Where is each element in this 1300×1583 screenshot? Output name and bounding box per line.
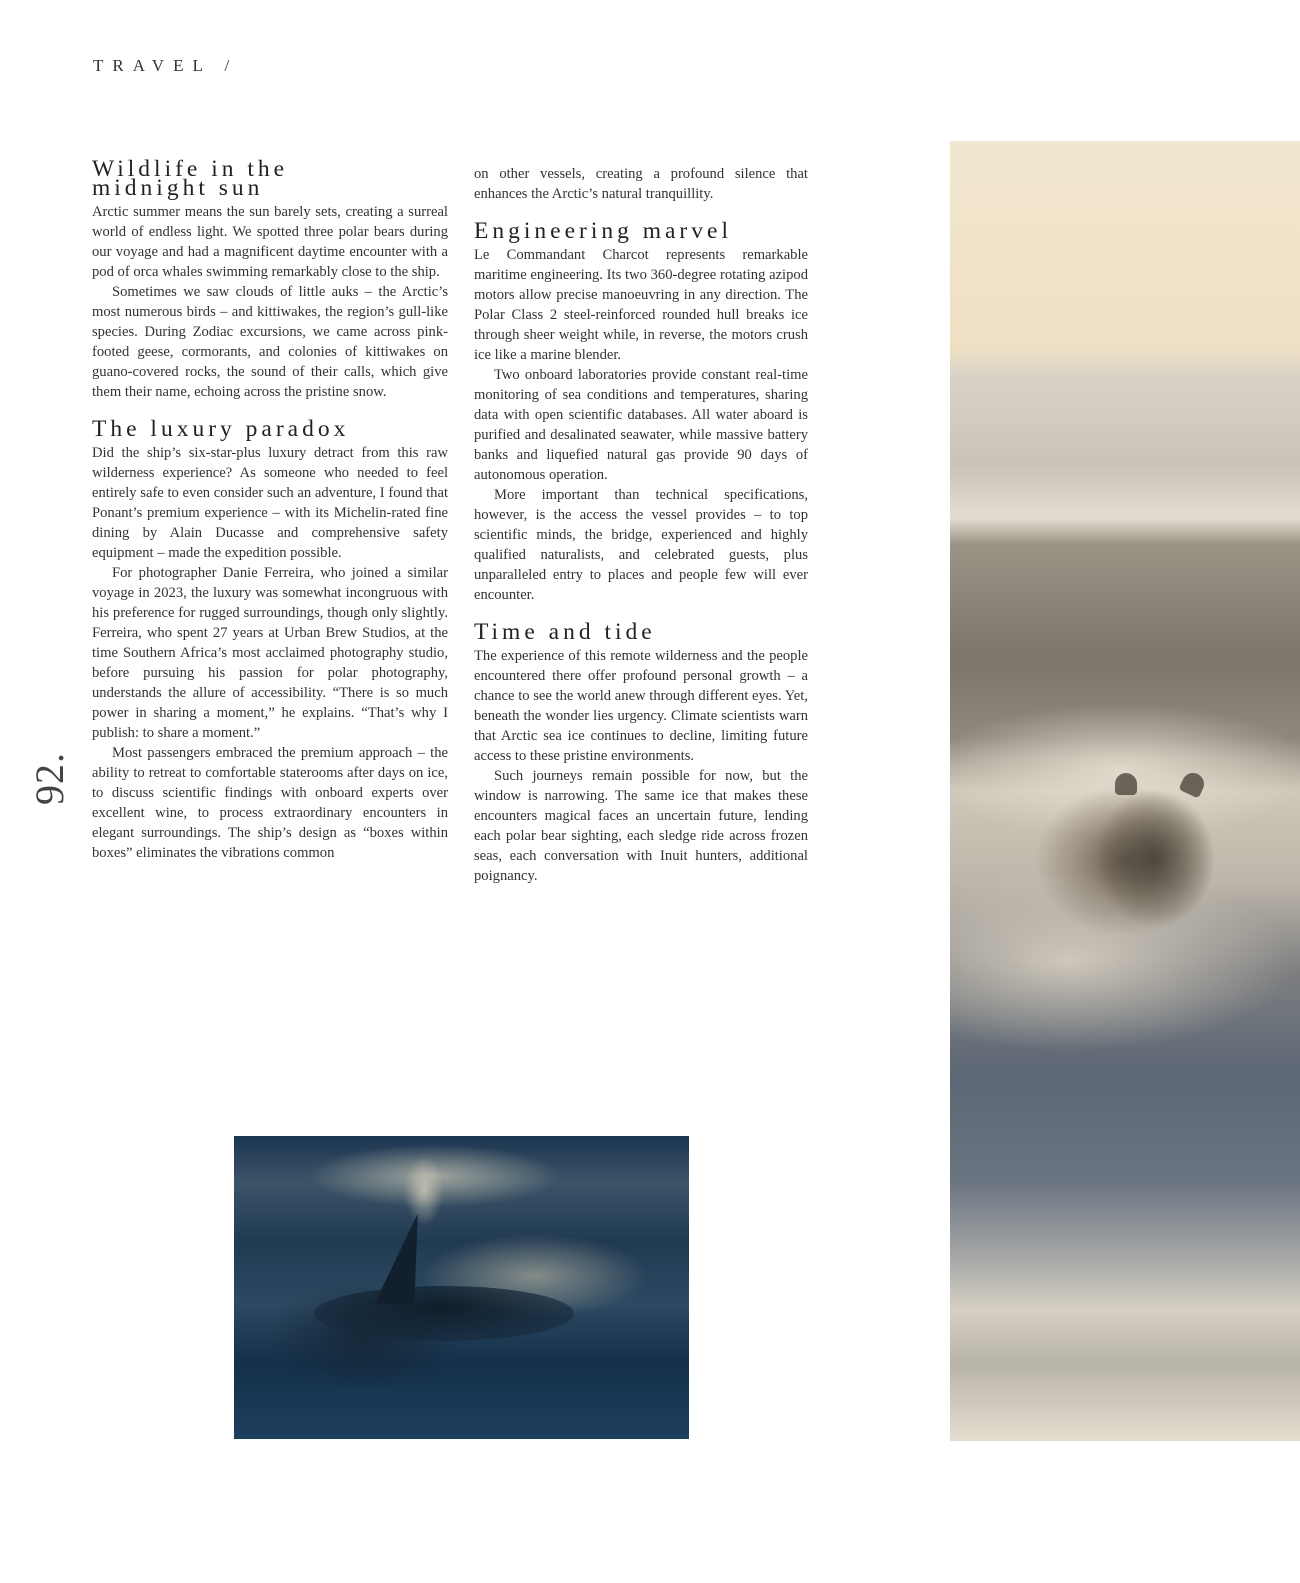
- article-column-1: [92, 156, 448, 863]
- paragraph: Did the ship’s six-star-plus luxury detract from this raw wilderness experience? As someone who needed to feel entirely safe to even consider such an adventure, I found that Ponant’s premium experience – with its Michelin-rated fine dining by Alain Ducasse and comprehensive safety equipment – made the expedition possible.: [92, 445, 448, 561]
- page-number: 92.: [27, 752, 72, 805]
- paragraph: Most passengers embraced the premium approach – the ability to retreat to comfortable staterooms after days on ice, to discuss scientific findings with onboard experts over excellent wine, to process extraordinary encounters in elegant surroundings. The ship’s design as “boxes within boxes” eliminates the vibrations common: [92, 745, 448, 861]
- article-column-2: [474, 164, 808, 886]
- heading-engineering-marvel: Engineering marvel: [474, 218, 732, 244]
- paragraph: Such journeys remain possible for now, but the window is narrowing. The same ice that makes these encounters magical faces an uncertain future, lending each polar bear sighting, each sledge ride across frozen seas, each conversation with Inuit hunters, additional poignancy.: [474, 768, 808, 884]
- polar-bear-shape: [1090, 776, 1220, 926]
- heading-wildlife-line2: midnight sun: [92, 175, 264, 201]
- paragraph: More important than technical specifications, however, is the access the vessel provides – to top scientific minds, the bridge, experienced and highly qualified naturalists, and celebrated guests, plus unparalleled entry to places and people few will ever encounter.: [474, 487, 808, 603]
- paragraph: Two onboard laboratories provide constant real-time monitoring of sea conditions and temperatures, sharing data with open scientific databases. All water aboard is purified and desalinated seawater, while massive battery banks and liquefied natural gas provide 90 days of autonomous operation.: [474, 367, 808, 483]
- section-label: TRAVEL /: [93, 56, 239, 75]
- heading-time-and-tide: Time and tide: [474, 619, 656, 645]
- heading-wildlife: [92, 156, 448, 201]
- paragraph: Sometimes we saw clouds of little auks – the Arctic’s most numerous birds – and kittiwakes, the region’s gull-like species. During Zodiac excursions, we came across pink-footed geese, cormorants, and colonies of kittiwakes on guano-covered rocks, the sound of their calls, which give them their name, echoing across the pristine snow.: [92, 284, 448, 400]
- paragraph: Le Commandant Charcot represents remarkable maritime engineering. Its two 360-degree rotating azipod motors allow precise manoeuvring in any direction. The Polar Class 2 steel-reinforced rounded hull breaks ice through sheer weight while, in reverse, the motors crush ice like a marine blender.: [474, 247, 808, 363]
- paragraph: on other vessels, creating a profound silence that enhances the Arctic’s natural tranquillity.: [474, 166, 808, 202]
- orca-photo: [234, 1136, 689, 1439]
- heading-luxury-paradox: The luxury paradox: [92, 416, 350, 442]
- polar-bear-photo: [950, 141, 1300, 1441]
- paragraph: Arctic summer means the sun barely sets, creating a surreal world of endless light. We spotted three polar bears during our voyage and had a magnificent daytime encounter with a pod of orca whales swimming remarkably close to the ship.: [92, 204, 448, 280]
- heading-wildlife-line1: Wildlife in the: [92, 156, 289, 182]
- paragraph: For photographer Danie Ferreira, who joined a similar voyage in 2023, the luxury was somewhat incongruous with his preference for rugged surroundings, though only slightly. Ferreira, who spent 27 years at Urban Brew Studios, at the time Southern Africa’s most acclaimed photography studio, before pursuing his passion for polar photography, understands the allure of accessibility. “There is so much power in sharing a moment,” he explains. “That’s why I publish: to share a moment.”: [92, 565, 448, 741]
- paragraph: The experience of this remote wilderness and the people encountered there offer profound personal growth – a chance to see the world anew through different eyes. Yet, beneath the wonder lies urgency. Climate scientists warn that Arctic sea ice continues to decline, limiting future access to these pristine environments.: [474, 648, 808, 764]
